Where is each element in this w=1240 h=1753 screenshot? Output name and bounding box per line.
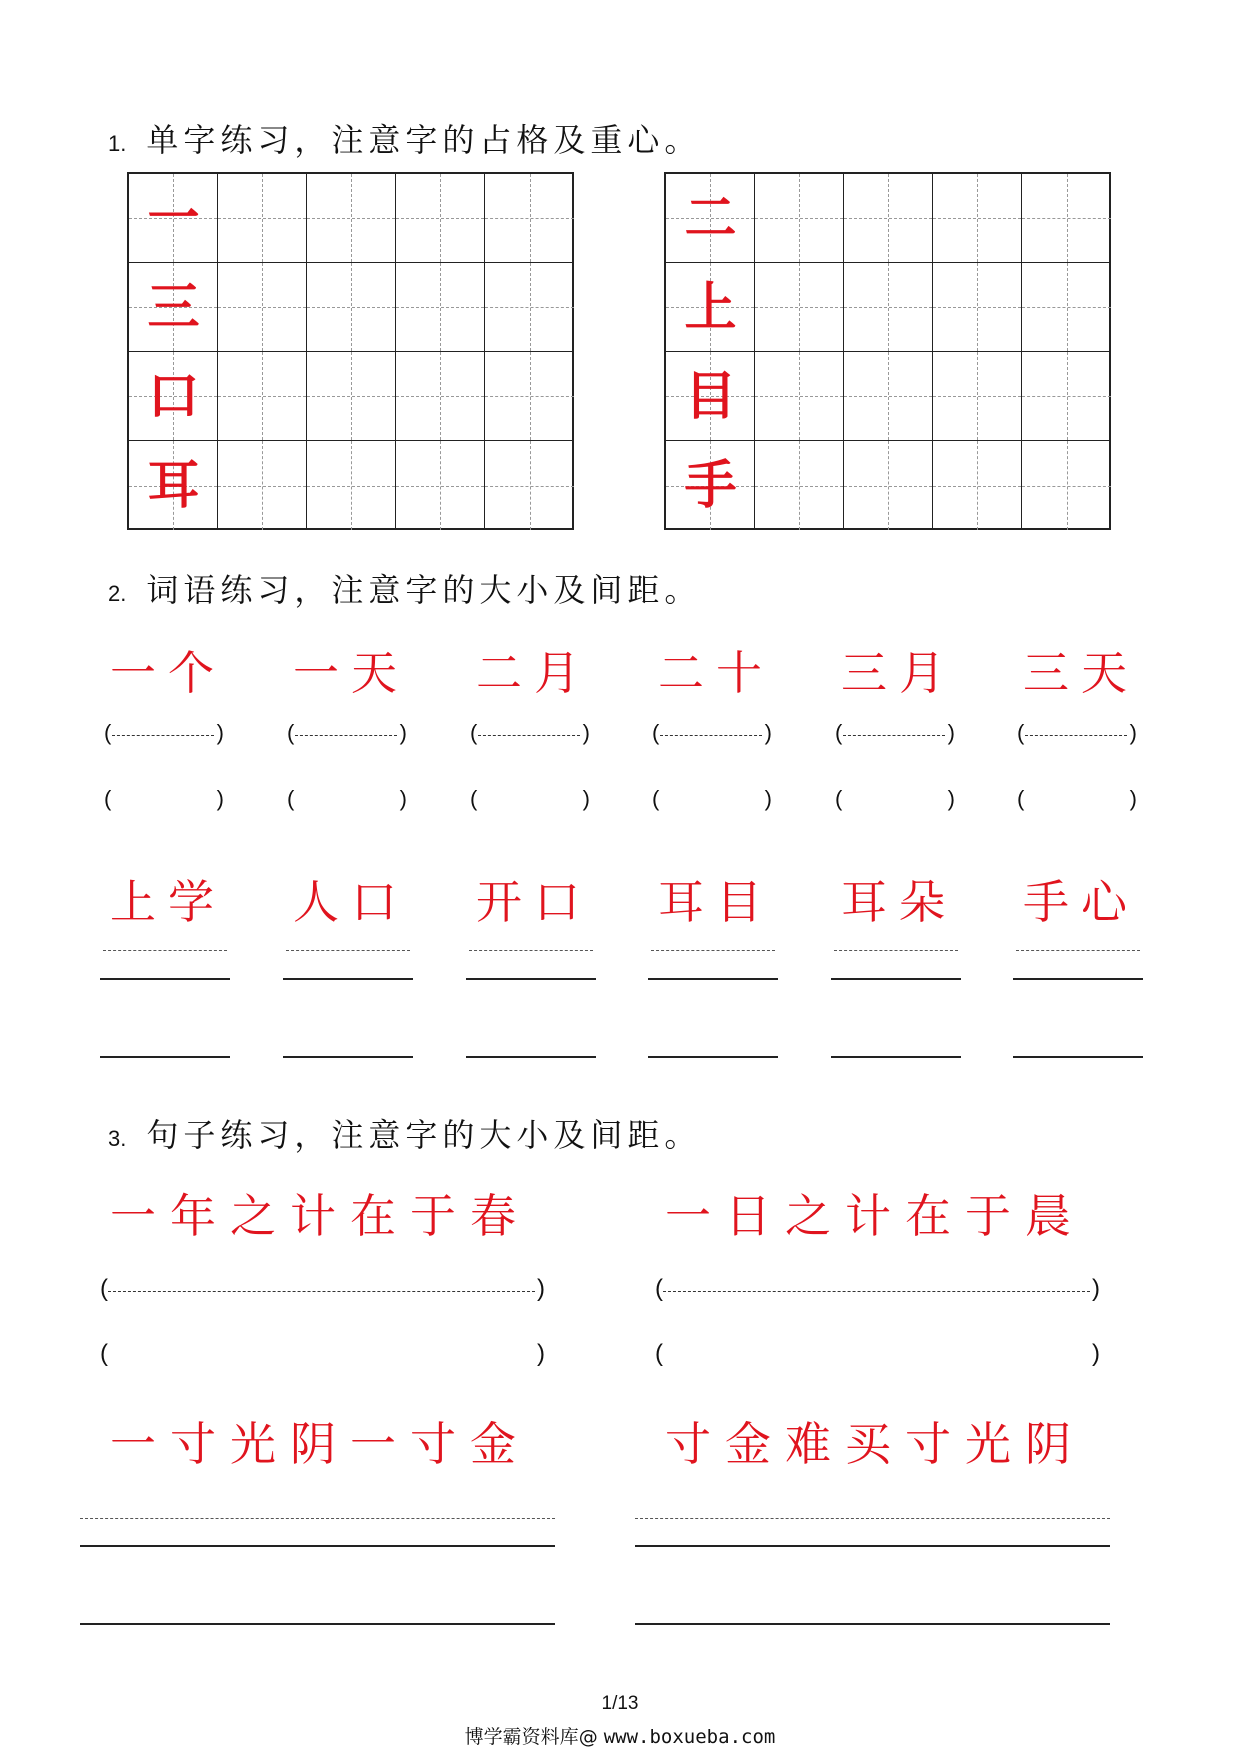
dashed-guide [286,950,410,951]
paren-close: ) [1129,786,1137,811]
dashed-guide [660,735,762,736]
practice-grid-left [127,172,574,530]
paren-close: ) [582,786,590,811]
grid-cell [844,352,933,441]
model-character: 三 [147,277,200,338]
model-word: 二十 [658,646,774,700]
model-character: 口 [147,366,200,427]
paren-open: ( [100,1340,108,1367]
grid-cell [396,263,485,352]
dashed-guide [843,735,945,736]
paren-close: ) [1092,1275,1100,1302]
model-character: 手 [684,455,737,516]
pinyin-parentheses [655,1275,1100,1305]
model-word: 二月 [476,646,592,700]
paren-close: ) [582,720,590,745]
paren-open: ( [470,720,478,745]
model-character: 上 [684,277,737,338]
model-word: 一个 [110,646,226,700]
model-word: 开口 [476,875,592,929]
writing-line [831,1056,961,1058]
dashed-guide [478,735,580,736]
section3-number: 3. [108,1126,127,1151]
paren-close: ) [1129,720,1137,745]
grid-cell [307,441,396,530]
grid-cell [933,441,1022,530]
footer-at: @ [578,1726,598,1748]
model-character: 一 [147,188,200,249]
paren-open: ( [287,720,295,745]
model-sentence: 寸金难买寸光阴 [665,1417,1085,1471]
model-character: 目 [684,366,737,427]
paren-close: ) [947,720,955,745]
grid-cell [218,174,307,263]
pinyin-parentheses [104,720,224,750]
writing-line [80,1623,555,1625]
section2-title: 词语练习，注意字的大小及间距。 [146,571,702,609]
paren-close: ) [216,786,224,811]
paren-close: ) [537,1340,545,1367]
paren-open: ( [104,786,112,811]
paren-open: ( [470,786,478,811]
writing-line [100,978,230,980]
writing-line [648,978,778,980]
grid-cell [485,174,574,263]
writing-line [80,1545,555,1547]
grid-cell [396,441,485,530]
writing-line [648,1056,778,1058]
model-character: 耳 [147,455,200,516]
dashed-guide [80,1518,555,1519]
writing-line [635,1623,1110,1625]
pinyin-parentheses [652,786,772,816]
grid-cell [485,441,574,530]
grid-cell [844,441,933,530]
writing-line [466,978,596,980]
section3-title: 句子练习，注意字的大小及间距。 [146,1116,702,1154]
section2-number: 2. [108,581,127,606]
paren-open: ( [287,786,295,811]
grid-cell [933,263,1022,352]
section3-heading [108,1110,701,1156]
grid-cell [307,263,396,352]
dashed-guide [469,950,593,951]
pinyin-parentheses [100,1340,545,1370]
paren-close: ) [764,720,772,745]
grid-cell [396,352,485,441]
grid-cell [218,441,307,530]
grid-cell [1022,441,1111,530]
writing-line [1013,978,1143,980]
pinyin-parentheses [287,786,407,816]
paren-open: ( [835,786,843,811]
grid-cell [396,174,485,263]
writing-line [1013,1056,1143,1058]
pinyin-parentheses [652,720,772,750]
grid-cell [755,174,844,263]
dashed-guide [1025,735,1127,736]
dashed-guide [108,1291,535,1292]
writing-line [283,1056,413,1058]
section1-number: 1. [108,131,127,156]
writing-line [100,1056,230,1058]
dashed-guide [651,950,775,951]
pinyin-parentheses [470,786,590,816]
dashed-guide [1016,950,1140,951]
model-sentence: 一日之计在于晨 [665,1189,1085,1243]
paren-close: ) [764,786,772,811]
model-word: 上学 [110,875,226,929]
section1-title: 单字练习，注意字的占格及重心。 [146,121,702,159]
model-word: 手心 [1023,875,1139,929]
grid-cell [844,174,933,263]
pinyin-parentheses [100,1275,545,1305]
section2-heading [108,565,701,611]
dashed-guide [112,735,214,736]
grid-cell [755,263,844,352]
grid-cell [218,352,307,441]
paren-open: ( [652,786,660,811]
pinyin-parentheses [1017,786,1137,816]
paren-open: ( [104,720,112,745]
model-word: 人口 [293,875,409,929]
paren-close: ) [1092,1340,1100,1367]
grid-cell [844,263,933,352]
grid-cell [1022,263,1111,352]
model-sentence: 一年之计在于春 [110,1189,530,1243]
grid-cell [218,263,307,352]
dashed-guide [635,1518,1110,1519]
grid-cell [307,352,396,441]
footer-watermark [0,1722,1240,1749]
model-sentence: 一寸光阴一寸金 [110,1417,530,1471]
paren-open: ( [835,720,843,745]
paren-open: ( [1017,786,1025,811]
paren-open: ( [655,1340,663,1367]
grid-cell [933,174,1022,263]
paren-close: ) [947,786,955,811]
grid-cell [1022,352,1111,441]
pinyin-parentheses [655,1340,1100,1370]
pinyin-parentheses [104,786,224,816]
grid-cell [307,174,396,263]
grid-cell [755,352,844,441]
writing-line [466,1056,596,1058]
paren-open: ( [100,1275,108,1302]
grid-cell [485,352,574,441]
section1-heading [108,115,701,161]
paren-close: ) [399,786,407,811]
writing-line [635,1545,1110,1547]
grid-cell [933,352,1022,441]
dashed-guide [834,950,958,951]
model-word: 耳目 [658,875,774,929]
footer-site-name: 博学霸资料库 [464,1726,579,1748]
writing-line [831,978,961,980]
model-word: 三月 [841,646,957,700]
paren-close: ) [537,1275,545,1302]
pinyin-parentheses [470,720,590,750]
model-word: 耳朵 [841,875,957,929]
footer-url: www.boxueba.com [603,1726,776,1748]
paren-open: ( [652,720,660,745]
pinyin-parentheses [1017,720,1137,750]
dashed-guide [663,1291,1090,1292]
paren-close: ) [216,720,224,745]
grid-cell [755,441,844,530]
model-character: 二 [684,188,737,249]
pinyin-parentheses [835,720,955,750]
dashed-guide [295,735,397,736]
paren-close: ) [399,720,407,745]
writing-line [283,978,413,980]
model-word: 一天 [293,646,409,700]
practice-grid-right [664,172,1111,530]
paren-open: ( [1017,720,1025,745]
paren-open: ( [655,1275,663,1302]
model-word: 三天 [1023,646,1139,700]
dashed-guide [103,950,227,951]
page-number: 1/13 [601,1693,639,1714]
grid-cell [1022,174,1111,263]
pinyin-parentheses [835,786,955,816]
pinyin-parentheses [287,720,407,750]
grid-cell [485,263,574,352]
